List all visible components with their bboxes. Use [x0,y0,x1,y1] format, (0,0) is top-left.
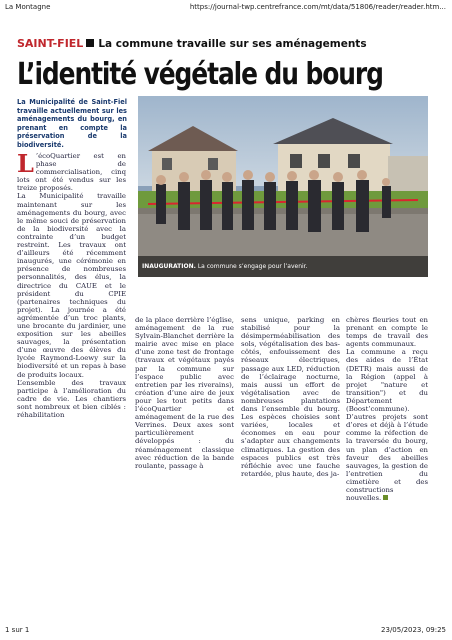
column-1 [17,149,126,419]
column-2 [135,316,234,470]
end-mark-icon [383,495,388,500]
print-datetime: 23/05/2023, 09:25 [381,626,446,634]
caption-label: INAUGURATION. [142,263,196,270]
print-source: La Montagne [5,3,51,11]
col4-paragraph-1: chères fleuries tout en prenant en compte le temps de travail des agents communaux. [346,316,428,349]
print-header [5,3,446,15]
col1-paragraph-1 [17,149,126,193]
caption-text: La commune s’engage pour l’avenir. [197,263,308,270]
col4-paragraph-3 [346,413,428,502]
kicker-text: La commune travaille sur ses aménagements [98,38,367,50]
print-url: https://journal-twp.centrefrance.com/mt/data/51806/reader/reader.htm... [189,3,446,11]
article [14,30,442,503]
column-3 [241,316,340,478]
col1-paragraph-3: L’ensemble des travaux participe à l’amélioration du cadre de vie. Les chantiers sont nombreux et bien ciblés : réhabilitation [17,378,126,419]
print-footer [5,626,446,636]
kicker [17,37,367,50]
drop-cap: L [17,149,34,178]
headline: L’identité végétale du bourg [17,57,383,92]
col1-paragraph-1-text: ’écoQuartier est en phase de commercialisation, cinq lots ont été vendus sur les treize proposés. [17,152,126,193]
col3-paragraph-1: sens unique, parking en stabilisé pour la désimperméabilisation des sols, végétalisation des bas-côtés, enfouissement des réseaux électriques, passage aux LED, réduction de l’éclairage nocturne, mais aussi un effort de végétalisation avec de nombreuses plantations dans l’ensemble du bourg. Les espèces choisies sont variées, locales et économes en eau pour s’adapter aux changements climatiques. La gestion des espaces publics est très réfléchie avec une fauche retardée, plus haute, des ja- [241,316,340,478]
photo-caption [142,263,422,270]
inauguration-photo [138,96,428,277]
kicker-location: SAINT-FIEL [17,37,84,50]
col2-paragraph-1: de la place derrière l’église, aménagement de la rue Sylvain-Blanchet derrière la mairie avec mise en place d’une zone test de frontage (travaux et végétaux payés par la commune sur l’espace public avec entretien par les riverains), création d’une aire de jeux pour les tout petits dans l’écoQuartier et aménagement de la rue des Verrines. Deux axes sont particulièrement développés : du réaménagement classique avec réduction de la bande roulante, passage à [135,316,234,470]
print-page: 1 sur 1 [5,626,30,634]
kicker-square-icon [86,39,94,47]
col1-paragraph-2: La Municipalité travaille maintenant sur les aménagements du bourg, avec le même souci de préservation de la biodiversité avec la contrainte d’un budget restreint. Les travaux ont d’ailleurs été récemment inaugurés, une cérémonie en présence de nombreuses personnalités, des élus, la directrice du CAUE et le président du CPIE (partenaires techniques du projet). La journée a été agrémentée d’un troc plants, une brocante du jardinier, une exposition sur les abeilles sauvages, la présentation d’une œuvre des élèves du lycée Raymond-Loewy sur la biodiversité et un repas à base de produits locaux. [17,192,126,379]
col4-paragraph-2: La commune a reçu des aides de l’État (DETR) mais aussi de la Région (appel à projet "nature et transition") et du Département (Boost’commune). [346,348,428,414]
chapeau: La Municipalité de Saint-Fiel travaille actuellement sur les aménagements du bourg, en prenant en compte la préservation de la biodiversité. [17,98,127,149]
col4-paragraph-3-text: D’autres projets sont d’ores et déjà à l’étude comme la réfection de la traversée du bourg, un plan d’action en faveur des abeilles sauvages, la gestion de l’entretien du cimetière et des constructions nouvelles. [346,413,428,503]
column-4 [346,316,428,502]
